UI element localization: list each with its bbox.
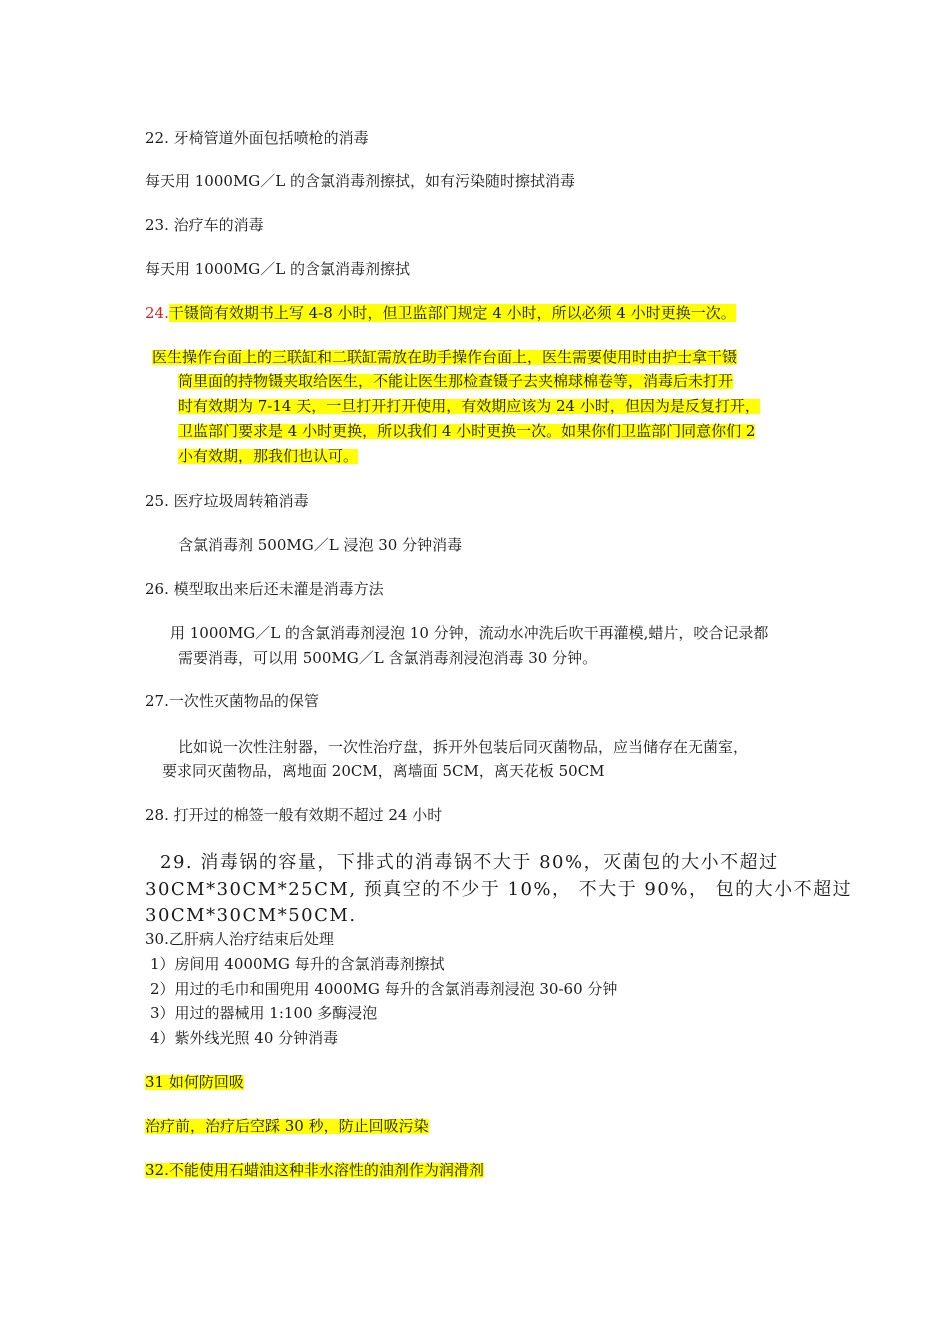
item-29-body-line: 30CM*30CM*50CM. bbox=[145, 905, 357, 926]
item-32-title: 32.不能使用石蜡油这种非水溶性的油剂作为润滑剂 bbox=[145, 1161, 484, 1179]
item-25-body: 含氯消毒剂 500MG／L 浸泡 30 分钟消毒 bbox=[178, 536, 463, 554]
item-27-body-line: 比如说一次性注射器，一次性治疗盘，拆开外包装后同灭菌物品，应当储存在无菌室， bbox=[178, 738, 749, 756]
item-26-title: 26. 模型取出来后还未灌是消毒方法 bbox=[145, 580, 384, 598]
item-25-title: 25. 医疗垃圾周转箱消毒 bbox=[145, 492, 309, 510]
item-22-title: 22. 牙椅管道外面包括喷枪的消毒 bbox=[145, 129, 369, 147]
item-30-list-item: 4）紫外线光照 40 分钟消毒 bbox=[150, 1029, 339, 1047]
item-30-title: 30.乙肝病人治疗结束后处理 bbox=[145, 930, 334, 948]
item-24-title bbox=[145, 306, 736, 321]
item-30-list-item: 1）房间用 4000MG 每升的含氯消毒剂擦拭 bbox=[150, 955, 445, 973]
item-29-body-line: 29. 消毒锅的容量，下排式的消毒锅不大于 80%，灭菌包的大小不超过 bbox=[160, 852, 779, 873]
item-24-number: 24. bbox=[145, 304, 169, 322]
item-30-list-item: 2）用过的毛巾和围兜用 4000MG 每升的含氯消毒剂浸泡 30-60 分钟 bbox=[150, 980, 618, 998]
item-29-body-line: 30CM*30CM*25CM, 预真空的不少于 10%， 不大于 90%， 包的大小不超过 bbox=[145, 879, 853, 900]
item-22-body: 每天用 1000MG／L 的含氯消毒剂擦拭，如有污染随时擦拭消毒 bbox=[145, 172, 576, 190]
item-28-title: 28. 打开过的棉签一般有效期不超过 24 小时 bbox=[145, 806, 443, 824]
item-24-body-line: 时有效期为 7-14 天，一旦打开打开使用，有效期应该为 24 小时，但因为是反复打开， bbox=[178, 397, 760, 415]
item-27-title: 27.一次性灭菌物品的保管 bbox=[145, 692, 319, 710]
item-23-title: 23. 治疗车的消毒 bbox=[145, 216, 264, 234]
item-23-body: 每天用 1000MG／L 的含氯消毒剂擦拭 bbox=[145, 260, 411, 278]
item-30-list-item: 3）用过的器械用 1:100 多酶浸泡 bbox=[150, 1004, 378, 1022]
item-26-body-line: 用 1000MG／L 的含氯消毒剂浸泡 10 分钟，流动水冲洗后吹干再灌模,蜡片，咬合记录都 bbox=[170, 624, 769, 642]
item-24-body-line: 筒里面的持物镊夹取给医生，不能让医生那检查镊子去夹棉球棉卷等，消毒后未打开 bbox=[178, 372, 734, 390]
item-24-body-line: 小有效期，那我们也认可。 bbox=[178, 447, 359, 465]
item-31-title: 31 如何防回吸 bbox=[145, 1073, 244, 1091]
item-31-body: 治疗前，治疗后空踩 30 秒，防止回吸污染 bbox=[145, 1117, 429, 1135]
item-27-body-line: 要求同灭菌物品，离地面 20CM，离墙面 5CM，离天花板 50CM bbox=[162, 762, 605, 780]
item-26-body-line: 需要消毒，可以用 500MG／L 含氯消毒剂浸泡消毒 30 分钟。 bbox=[178, 649, 598, 667]
item-24-title-text: 干镊筒有效期书上写 4-8 小时，但卫监部门规定 4 小时，所以必须 4 小时更换一次。 bbox=[168, 304, 736, 322]
item-24-body-line: 医生操作台面上的三联缸和二联缸需放在助手操作台面上，医生需要使用时由护士拿干镊 bbox=[152, 348, 738, 366]
item-24-body-line: 卫监部门要求是 4 小时更换，所以我们 4 小时更换一次。如果你们卫监部门同意你们 2 bbox=[178, 422, 756, 440]
